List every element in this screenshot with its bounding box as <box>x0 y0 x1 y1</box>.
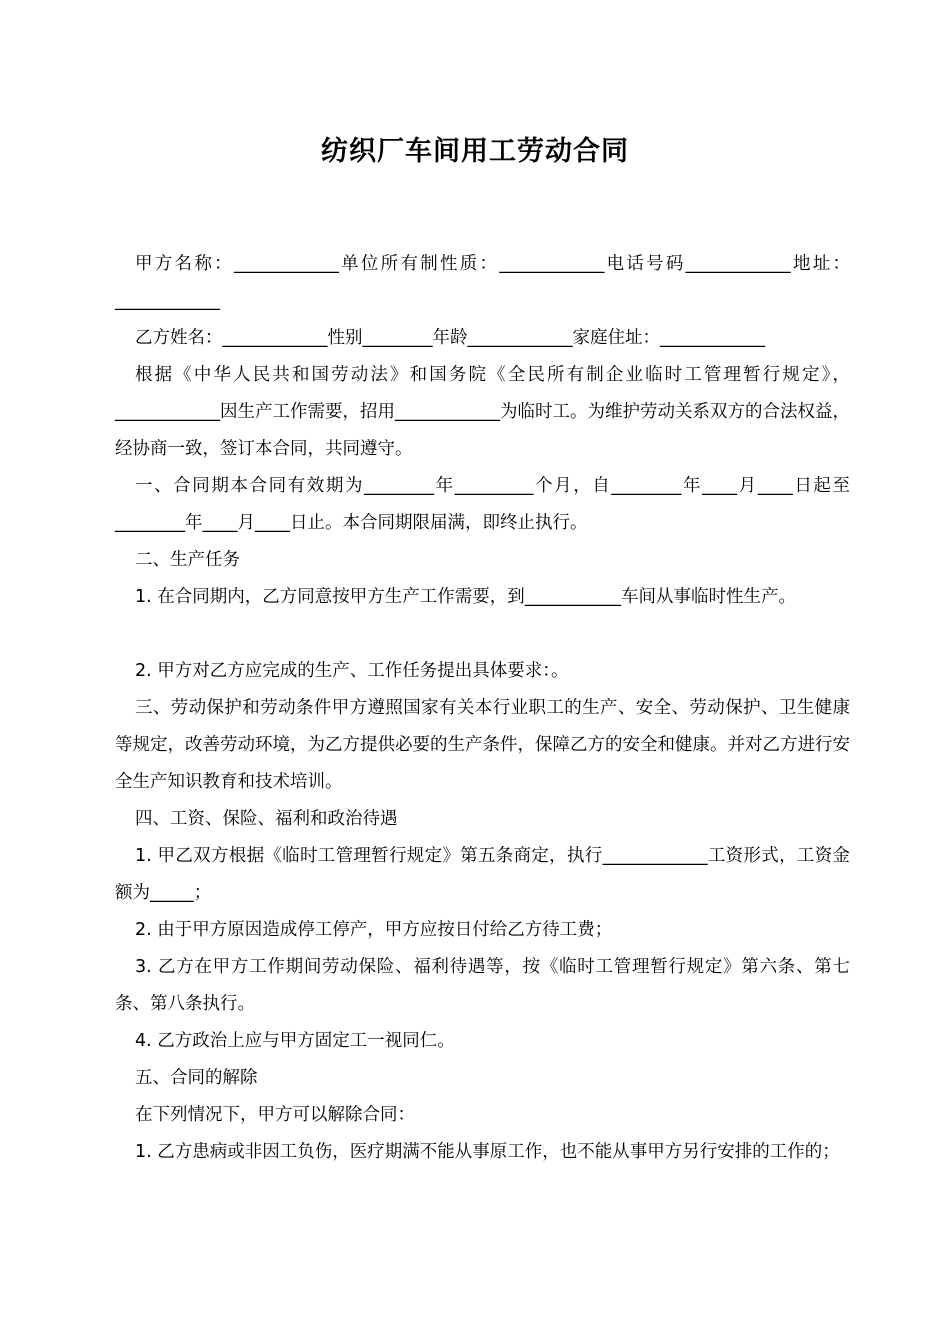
section-4-item-4: 4. 乙方政治上应与甲方固定工一视同仁。 <box>135 1031 455 1051</box>
section-5-intro: 在下列情况下，甲方可以解除合同： <box>135 1105 415 1125</box>
document-body <box>115 246 850 1171</box>
party-a-info: 甲方名称：____________单位所有制性质：____________电话号码____________地址：____________ <box>115 254 850 311</box>
document-title: 纺织厂车间用工劳动合同 <box>321 136 629 167</box>
section-2-item-2: 2. 甲方对乙方应完成的生产、工作任务提出具体要求：。 <box>135 661 569 681</box>
section-2-heading: 二、生产任务 <box>135 550 240 570</box>
section-4-item-3: 3. 乙方在甲方工作期间劳动保险、福利待遇等，按《临时工管理暂行规定》第六条、第七条、第八条执行。 <box>115 957 850 1014</box>
section-5-heading: 五、合同的解除 <box>135 1068 258 1088</box>
section-2-item-1: 1. 在合同期内，乙方同意按甲方生产工作需要，到___________车间从事临时性生产。 <box>135 587 797 607</box>
section-4-heading: 四、工资、保险、福利和政治待遇 <box>135 809 398 829</box>
section-1-term: 一、合同期本合同有效期为________年_________个月，自________年____月____日起至________年____月____日止。本合同期限届满，即终止执行。 <box>115 476 850 533</box>
blank-line <box>115 616 850 653</box>
party-b-info: 乙方姓名：____________性别________年龄____________家庭住址：____________ <box>135 328 765 348</box>
preamble-paragraph: 根据《中华人民共和国劳动法》和国务院《全民所有制企业临时工管理暂行规定》，____________因生产工作需要，招用____________为临时工。为维护劳动关系双方的合法权益，经协商一致，签订本合同，共同遵守。 <box>115 365 850 459</box>
section-4-item-1: 1. 甲乙双方根据《临时工管理暂行规定》第五条商定，执行____________工资形式，工资金额为_____； <box>115 846 850 903</box>
section-4-item-2: 2. 由于甲方原因造成停工停产，甲方应按日付给乙方待工费； <box>135 920 613 940</box>
section-3-labor-protection: 三、劳动保护和劳动条件甲方遵照国家有关本行业职工的生产、安全、劳动保护、卫生健康等规定，改善劳动环境，为乙方提供必要的生产条件，保障乙方的安全和健康。并对乙方进行安全生产知识教育和技术培训。 <box>115 698 850 792</box>
section-5-item-1: 1. 乙方患病或非因工负伤，医疗期满不能从事原工作，也不能从事甲方另行安排的工作的； <box>135 1142 840 1162</box>
